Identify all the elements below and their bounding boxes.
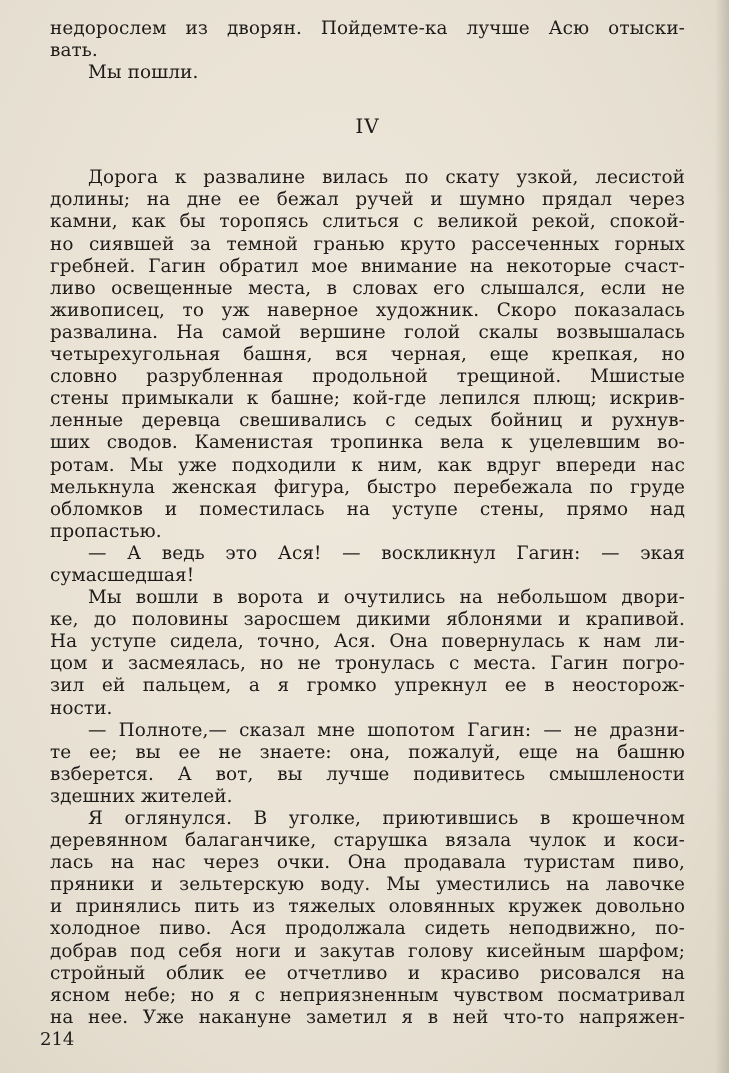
text-line: — А ведь это Ася! — воскликнул Гагин: — экая: [88, 542, 685, 564]
text-line: цом и засмеялась, но не тронулась с места. Гагин погро-: [50, 653, 685, 675]
text-line: стены примыкали к башне; кой-где лепился плющ; искрив-: [50, 388, 685, 410]
text-line: ясном небе; но я с неприязненным чувством посматривал: [50, 984, 685, 1006]
text-line: Мы пошли.: [88, 62, 199, 84]
text-line: На уступе сидела, точно, Ася. Она повернулась к нам ли-: [50, 631, 685, 653]
text-line: четырехугольная башня, вся черная, еще крепкая, но: [50, 344, 685, 366]
chapter-heading: IV: [355, 114, 380, 139]
text-line: мелькнула женская фигура, быстро перебежала по груде: [50, 476, 685, 498]
text-line: долины; на дне ее бежал ручей и шумно прядал через: [50, 189, 685, 211]
text-line: зил ей пальцем, а я громко упрекнул ее в неосторож-: [50, 675, 685, 697]
text-line: лась на нас через очки. Она продавала туристам пиво,: [50, 852, 685, 874]
text-line: словно разрубленная продольной трещиной. Мшистые: [50, 366, 685, 388]
text-line: Дорога к развалине вилась по скату узкой, лесистой: [88, 167, 685, 189]
text-line: пропастью.: [50, 520, 162, 542]
text-line: ротам. Мы уже подходили к ним, как вдруг впереди нас: [50, 454, 685, 476]
text-line: на нее. Уже накануне заметил я в ней что-то напряжен-: [50, 1006, 685, 1028]
text-line: и принялись пить из тяжелых оловянных кружек довольно: [50, 896, 685, 918]
text-line: взберется. А вот, вы лучше подивитесь смышлености: [50, 763, 685, 785]
text-line: Я оглянулся. В уголке, приютившись в крошечном: [88, 808, 685, 829]
text-line: добрав под себя ноги и закутав голову кисейным шарфом;: [50, 940, 685, 962]
text-line: — Полноте,— сказал мне шопотом Гагин: — не дразни-: [88, 719, 685, 741]
text-line: пряники и зельтерскую воду. Мы уместились на лавочке: [50, 874, 685, 896]
text-line: Мы вошли в ворота и очутились на небольшом двори-: [88, 587, 685, 609]
text-line: холодное пиво. Ася продолжала сидеть неподвижно, по-: [50, 918, 685, 940]
page-edge-shadow: [715, 0, 729, 1073]
chapter-body: [50, 167, 685, 1029]
page-number: 214: [40, 1029, 75, 1050]
text-line: развалина. На самой вершине голой скалы возвышалась: [50, 321, 685, 343]
text-line: стройный облик ее отчетливо и красиво рисовался на: [50, 962, 685, 984]
text-line: вать.: [50, 40, 98, 62]
text-line: но сиявшей за темной гранью круто рассеченных горных: [50, 233, 685, 255]
text-line: ности.: [50, 697, 113, 719]
text-line: ших сводов. Каменистая тропинка вела к уцелевшим во-: [50, 432, 685, 454]
text-line: здешних жителей.: [50, 785, 233, 807]
text-line: ке, до половины заросшем дикими яблонями и крапивой.: [50, 609, 685, 631]
text-line: обломков и поместилась на уступе стены, прямо над: [50, 498, 685, 520]
text-line: те ее; вы ее не знаете: она, пожалуй, еще на башню: [50, 741, 685, 763]
text-line: деревянном балаганчике, старушка вязала чулок и коси-: [50, 830, 685, 852]
text-line: камни, как бы торопясь слиться с великой рекой, спокой-: [50, 211, 685, 233]
text-line: ленные деревца свешивались с седых бойниц и рухнув-: [50, 410, 685, 432]
text-line: живописец, то уж наверное художник. Скоро показалась: [50, 299, 685, 321]
text-line: сумасшедшая!: [50, 564, 195, 586]
text-line: недорослем из дворян. Пойдемте-ка лучше Асю отыски-: [50, 18, 685, 39]
text-line: гребней. Гагин обратил мое внимание на некоторые счаст-: [50, 255, 685, 277]
text-line: ливо освещенные места, в словах его слышался, если не: [50, 277, 685, 299]
